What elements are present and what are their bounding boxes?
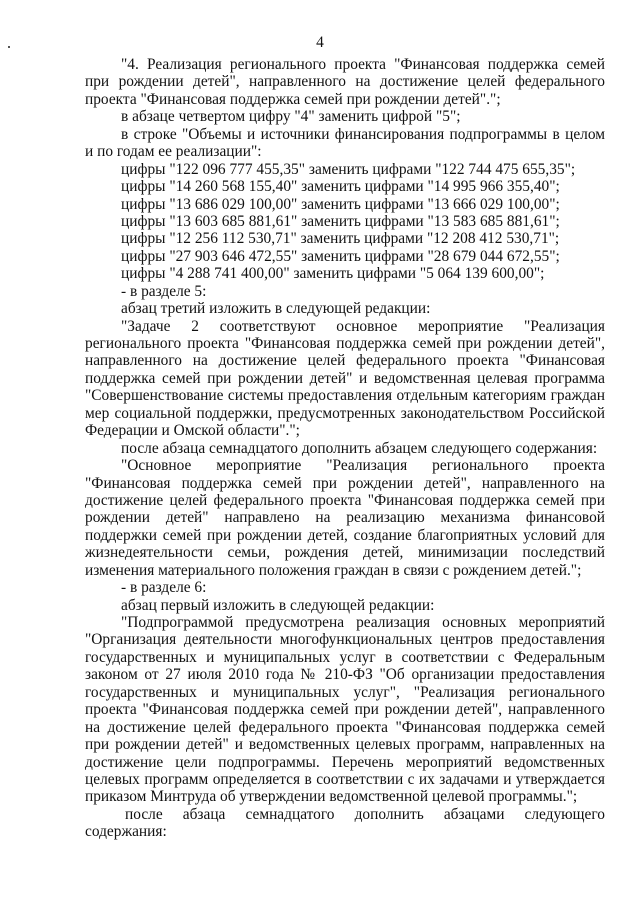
- text-line: государственных и муниципальных услуг", "Реализация регионального: [85, 683, 605, 701]
- text-line: проекта "Финансовая поддержка семей при рождении детей", направленного: [85, 701, 605, 719]
- text-line: поддержки семей при рождении детей, создание благоприятных условий для: [85, 526, 605, 544]
- text-line: "Задаче 2 соответствуют основное мероприятие "Реализация: [121, 317, 605, 335]
- document-body: [85, 56, 605, 841]
- text-line: государственных и муниципальных услуг в соответствии с Федеральным: [85, 648, 605, 666]
- text-line: приказом Минтруда об утверждении ведомственной целевой программы.";: [85, 788, 578, 806]
- text-line: на достижение целей федерального проекта "Финансовая поддержка семей: [85, 718, 605, 736]
- text-line: - в разделе 5:: [121, 282, 207, 300]
- text-line: - в разделе 6:: [121, 579, 207, 597]
- text-line: цифры "12 256 112 530,71" заменить цифрами "12 208 412 530,71";: [121, 230, 560, 248]
- text-line: после абзаца семнадцатого дополнить абзацем следующего содержания:: [121, 439, 598, 457]
- text-line: "Финансовая поддержка семей при рождении детей", направленного на: [85, 474, 605, 492]
- text-line: целевых программ определяется в соответствии с их задачами и утверждается: [85, 770, 605, 788]
- text-line: цифры "122 096 777 455,35" заменить цифрами "122 744 475 655,35";: [121, 160, 576, 178]
- text-line: цифры "27 903 646 472,55" заменить цифрами "28 679 044 672,55";: [121, 247, 560, 265]
- text-line: Федерации и Омской области".";: [85, 422, 300, 440]
- text-line: цифры "13 686 029 100,00" заменить цифрами "13 666 029 100,00";: [121, 195, 560, 213]
- text-line: мер социальной поддержки, предусмотренных законодательством Российской: [85, 404, 605, 422]
- text-line: при рождении детей", направленного на достижение целей федерального: [85, 73, 605, 91]
- text-line: "Подпрограммой предусмотрена реализация основных мероприятий: [121, 614, 605, 631]
- text-line: после абзаца семнадцатого дополнить абзацами следующего: [125, 805, 605, 823]
- text-line: рождении детей" направлено на реализацию механизма финансовой: [85, 509, 605, 527]
- text-line: регионального проекта "Финансовая поддержка семей при рождении детей",: [85, 335, 605, 352]
- text-line: изменения материального положения граждан в связи с рождением детей.";: [85, 561, 582, 579]
- text-line: содержания:: [85, 823, 167, 841]
- text-line: цифры "13 603 685 881,61" заменить цифрами "13 583 685 881,61";: [121, 212, 560, 230]
- text-line: жизнедеятельности семьи, рождения детей, минимизации последствий: [85, 544, 605, 562]
- text-line: цифры "14 260 568 155,40" заменить цифрами "14 995 966 355,40";: [121, 178, 560, 196]
- text-line: "Организация деятельности многофункциональных центров предоставления: [85, 631, 605, 649]
- text-line: направленного на достижение целей федерального проекта "Финансовая: [85, 352, 605, 370]
- text-line: и по годам ее реализации":: [85, 143, 262, 161]
- text-line: в абзаце четвертом цифру "4" заменить цифрой "5";: [121, 108, 461, 126]
- text-line: при рождении детей" и ведомственных целевых программ, направленных на: [85, 736, 605, 754]
- text-line: цифры "4 288 741 400,00" заменить цифрами "5 064 139 600,00";: [121, 265, 545, 283]
- text-line: законом от 27 июля 2010 года № 210-ФЗ "Об организации предоставления: [85, 666, 605, 684]
- text-line: "Основное мероприятие "Реализация регионального проекта: [121, 457, 605, 475]
- text-line: абзац первый изложить в следующей редакции:: [121, 596, 435, 614]
- text-line: проекта "Финансовая поддержка семей при рождении детей".";: [85, 90, 501, 108]
- text-line: абзац третий изложить в следующей редакции:: [121, 300, 431, 318]
- page-number: 4: [316, 34, 324, 51]
- text-line: поддержка семей при рождении детей" и ведомственная целевая программа: [85, 369, 605, 387]
- text-line: "4. Реализация регионального проекта "Финансовая поддержка семей: [121, 56, 605, 73]
- text-line: "Совершенствование системы предоставления отдельным категориям граждан: [85, 387, 605, 405]
- text-line: в строке "Объемы и источники финансирования подпрограммы в целом: [121, 125, 605, 143]
- text-line: достижение цели подпрограммы. Перечень мероприятий ведомственных: [85, 753, 605, 771]
- text-line: достижение целей федерального проекта "Финансовая поддержка семей при: [85, 491, 605, 509]
